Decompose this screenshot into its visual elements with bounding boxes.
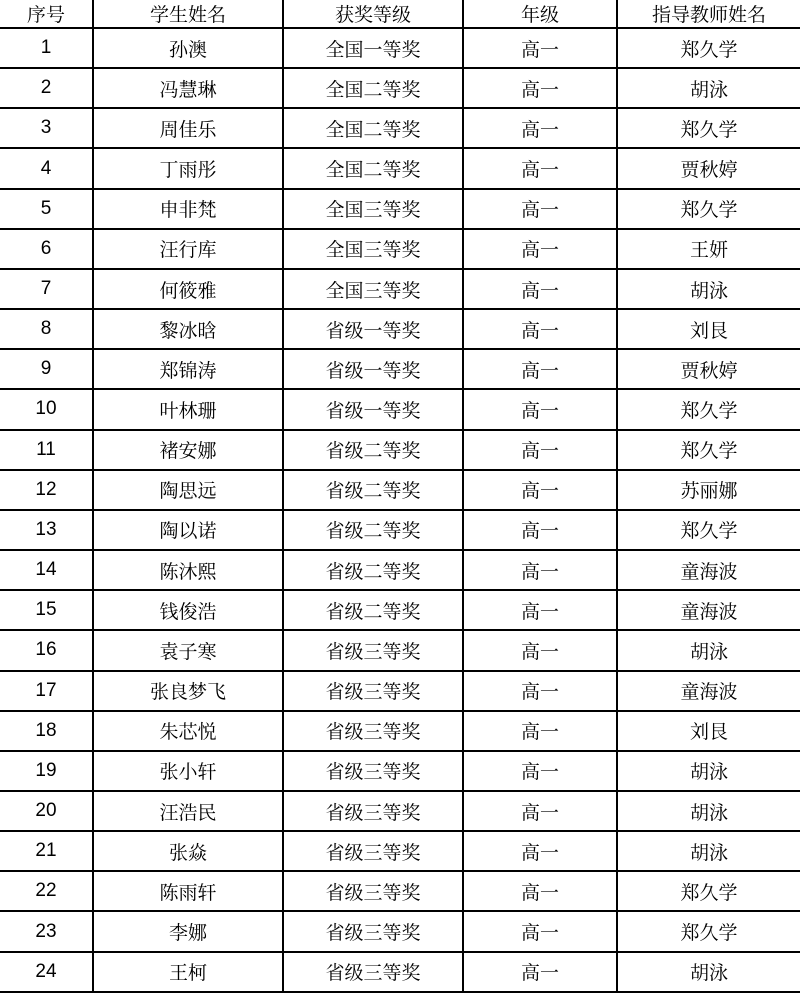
cell-award-level: 省级一等奖 bbox=[283, 349, 463, 389]
cell-index: 17 bbox=[0, 671, 93, 711]
table-row bbox=[0, 791, 800, 831]
cell-index: 7 bbox=[0, 269, 93, 309]
cell-student-name: 冯慧琳 bbox=[93, 68, 283, 108]
cell-grade: 高一 bbox=[463, 871, 617, 911]
table-row bbox=[0, 108, 800, 148]
cell-grade: 高一 bbox=[463, 952, 617, 992]
cell-student-name: 周佳乐 bbox=[93, 108, 283, 148]
cell-index: 9 bbox=[0, 349, 93, 389]
cell-index: 4 bbox=[0, 148, 93, 188]
cell-grade: 高一 bbox=[463, 470, 617, 510]
cell-index: 18 bbox=[0, 711, 93, 751]
cell-student-name: 丁雨彤 bbox=[93, 148, 283, 188]
cell-award-level: 全国三等奖 bbox=[283, 229, 463, 269]
cell-grade: 高一 bbox=[463, 68, 617, 108]
cell-index: 5 bbox=[0, 189, 93, 229]
cell-award-level: 全国一等奖 bbox=[283, 28, 463, 68]
cell-award-level: 省级二等奖 bbox=[283, 510, 463, 550]
cell-grade: 高一 bbox=[463, 550, 617, 590]
table-row bbox=[0, 630, 800, 670]
table-row bbox=[0, 389, 800, 429]
cell-index: 1 bbox=[0, 28, 93, 68]
cell-award-level: 省级三等奖 bbox=[283, 751, 463, 791]
table-row bbox=[0, 671, 800, 711]
cell-student-name: 汪行库 bbox=[93, 229, 283, 269]
cell-teacher-name: 胡泳 bbox=[617, 791, 800, 831]
cell-award-level: 省级三等奖 bbox=[283, 630, 463, 670]
table-row bbox=[0, 309, 800, 349]
table-row bbox=[0, 550, 800, 590]
table-row bbox=[0, 510, 800, 550]
cell-grade: 高一 bbox=[463, 671, 617, 711]
table-row bbox=[0, 189, 800, 229]
cell-student-name: 汪浩民 bbox=[93, 791, 283, 831]
cell-grade: 高一 bbox=[463, 590, 617, 630]
cell-student-name: 褚安娜 bbox=[93, 430, 283, 470]
table-row bbox=[0, 470, 800, 510]
cell-grade: 高一 bbox=[463, 430, 617, 470]
cell-teacher-name: 童海波 bbox=[617, 671, 800, 711]
table-row bbox=[0, 68, 800, 108]
header-teacher-name: 指导教师姓名 bbox=[617, 0, 800, 28]
cell-teacher-name: 郑久学 bbox=[617, 871, 800, 911]
cell-award-level: 全国三等奖 bbox=[283, 189, 463, 229]
cell-teacher-name: 童海波 bbox=[617, 590, 800, 630]
table-row bbox=[0, 269, 800, 309]
cell-student-name: 张小轩 bbox=[93, 751, 283, 791]
cell-grade: 高一 bbox=[463, 389, 617, 429]
cell-grade: 高一 bbox=[463, 229, 617, 269]
cell-index: 23 bbox=[0, 911, 93, 951]
cell-award-level: 全国二等奖 bbox=[283, 148, 463, 188]
cell-teacher-name: 郑久学 bbox=[617, 430, 800, 470]
cell-award-level: 省级二等奖 bbox=[283, 470, 463, 510]
cell-student-name: 叶林珊 bbox=[93, 389, 283, 429]
cell-teacher-name: 贾秋婷 bbox=[617, 148, 800, 188]
cell-teacher-name: 胡泳 bbox=[617, 751, 800, 791]
cell-teacher-name: 贾秋婷 bbox=[617, 349, 800, 389]
cell-award-level: 省级三等奖 bbox=[283, 911, 463, 951]
cell-grade: 高一 bbox=[463, 349, 617, 389]
cell-index: 8 bbox=[0, 309, 93, 349]
table-row bbox=[0, 751, 800, 791]
cell-student-name: 陈沐熙 bbox=[93, 550, 283, 590]
cell-student-name: 何筱雅 bbox=[93, 269, 283, 309]
table-row bbox=[0, 430, 800, 470]
cell-student-name: 钱俊浩 bbox=[93, 590, 283, 630]
cell-teacher-name: 郑久学 bbox=[617, 28, 800, 68]
cell-award-level: 省级三等奖 bbox=[283, 831, 463, 871]
table-row bbox=[0, 28, 800, 68]
table-row bbox=[0, 911, 800, 951]
table-row bbox=[0, 148, 800, 188]
table-row bbox=[0, 590, 800, 630]
cell-teacher-name: 郑久学 bbox=[617, 189, 800, 229]
cell-student-name: 郑锦涛 bbox=[93, 349, 283, 389]
cell-index: 21 bbox=[0, 831, 93, 871]
cell-index: 2 bbox=[0, 68, 93, 108]
cell-student-name: 朱芯悦 bbox=[93, 711, 283, 751]
cell-grade: 高一 bbox=[463, 630, 617, 670]
cell-award-level: 全国二等奖 bbox=[283, 68, 463, 108]
cell-grade: 高一 bbox=[463, 148, 617, 188]
cell-award-level: 省级二等奖 bbox=[283, 430, 463, 470]
cell-teacher-name: 王妍 bbox=[617, 229, 800, 269]
cell-index: 3 bbox=[0, 108, 93, 148]
cell-teacher-name: 郑久学 bbox=[617, 510, 800, 550]
cell-student-name: 陶以诺 bbox=[93, 510, 283, 550]
cell-index: 24 bbox=[0, 952, 93, 992]
cell-grade: 高一 bbox=[463, 309, 617, 349]
table-row bbox=[0, 229, 800, 269]
cell-grade: 高一 bbox=[463, 791, 617, 831]
cell-student-name: 张良梦飞 bbox=[93, 671, 283, 711]
cell-index: 16 bbox=[0, 630, 93, 670]
cell-index: 6 bbox=[0, 229, 93, 269]
cell-student-name: 申非梵 bbox=[93, 189, 283, 229]
cell-teacher-name: 郑久学 bbox=[617, 911, 800, 951]
cell-student-name: 陶思远 bbox=[93, 470, 283, 510]
cell-teacher-name: 童海波 bbox=[617, 550, 800, 590]
cell-index: 15 bbox=[0, 590, 93, 630]
cell-award-level: 全国二等奖 bbox=[283, 108, 463, 148]
cell-index: 10 bbox=[0, 389, 93, 429]
cell-grade: 高一 bbox=[463, 510, 617, 550]
cell-teacher-name: 胡泳 bbox=[617, 630, 800, 670]
cell-teacher-name: 刘艮 bbox=[617, 309, 800, 349]
awards-table-body bbox=[0, 28, 800, 992]
cell-student-name: 陈雨轩 bbox=[93, 871, 283, 911]
cell-index: 22 bbox=[0, 871, 93, 911]
cell-index: 14 bbox=[0, 550, 93, 590]
cell-award-level: 省级一等奖 bbox=[283, 389, 463, 429]
cell-award-level: 省级三等奖 bbox=[283, 671, 463, 711]
cell-student-name: 袁子寒 bbox=[93, 630, 283, 670]
cell-grade: 高一 bbox=[463, 108, 617, 148]
table-header-row bbox=[0, 0, 800, 28]
cell-student-name: 孙澳 bbox=[93, 28, 283, 68]
cell-index: 11 bbox=[0, 430, 93, 470]
cell-grade: 高一 bbox=[463, 711, 617, 751]
table-row bbox=[0, 831, 800, 871]
cell-grade: 高一 bbox=[463, 751, 617, 791]
cell-index: 19 bbox=[0, 751, 93, 791]
header-index: 序号 bbox=[0, 0, 93, 28]
cell-award-level: 省级三等奖 bbox=[283, 952, 463, 992]
cell-student-name: 王柯 bbox=[93, 952, 283, 992]
table-row bbox=[0, 349, 800, 389]
cell-teacher-name: 胡泳 bbox=[617, 831, 800, 871]
cell-student-name: 李娜 bbox=[93, 911, 283, 951]
cell-teacher-name: 胡泳 bbox=[617, 68, 800, 108]
table-row bbox=[0, 952, 800, 992]
cell-grade: 高一 bbox=[463, 269, 617, 309]
cell-award-level: 省级三等奖 bbox=[283, 711, 463, 751]
cell-award-level: 省级二等奖 bbox=[283, 590, 463, 630]
cell-grade: 高一 bbox=[463, 28, 617, 68]
cell-teacher-name: 苏丽娜 bbox=[617, 470, 800, 510]
cell-grade: 高一 bbox=[463, 189, 617, 229]
cell-index: 12 bbox=[0, 470, 93, 510]
table-row bbox=[0, 871, 800, 911]
header-student-name: 学生姓名 bbox=[93, 0, 283, 28]
cell-grade: 高一 bbox=[463, 911, 617, 951]
cell-student-name: 黎冰晗 bbox=[93, 309, 283, 349]
cell-award-level: 省级一等奖 bbox=[283, 309, 463, 349]
cell-teacher-name: 郑久学 bbox=[617, 108, 800, 148]
cell-teacher-name: 胡泳 bbox=[617, 952, 800, 992]
header-grade: 年级 bbox=[463, 0, 617, 28]
cell-grade: 高一 bbox=[463, 831, 617, 871]
cell-award-level: 省级三等奖 bbox=[283, 791, 463, 831]
cell-index: 13 bbox=[0, 510, 93, 550]
cell-index: 20 bbox=[0, 791, 93, 831]
cell-teacher-name: 刘艮 bbox=[617, 711, 800, 751]
cell-award-level: 省级三等奖 bbox=[283, 871, 463, 911]
cell-teacher-name: 胡泳 bbox=[617, 269, 800, 309]
header-award-level: 获奖等级 bbox=[283, 0, 463, 28]
cell-award-level: 全国三等奖 bbox=[283, 269, 463, 309]
cell-student-name: 张焱 bbox=[93, 831, 283, 871]
table-row bbox=[0, 711, 800, 751]
cell-teacher-name: 郑久学 bbox=[617, 389, 800, 429]
cell-award-level: 省级二等奖 bbox=[283, 550, 463, 590]
